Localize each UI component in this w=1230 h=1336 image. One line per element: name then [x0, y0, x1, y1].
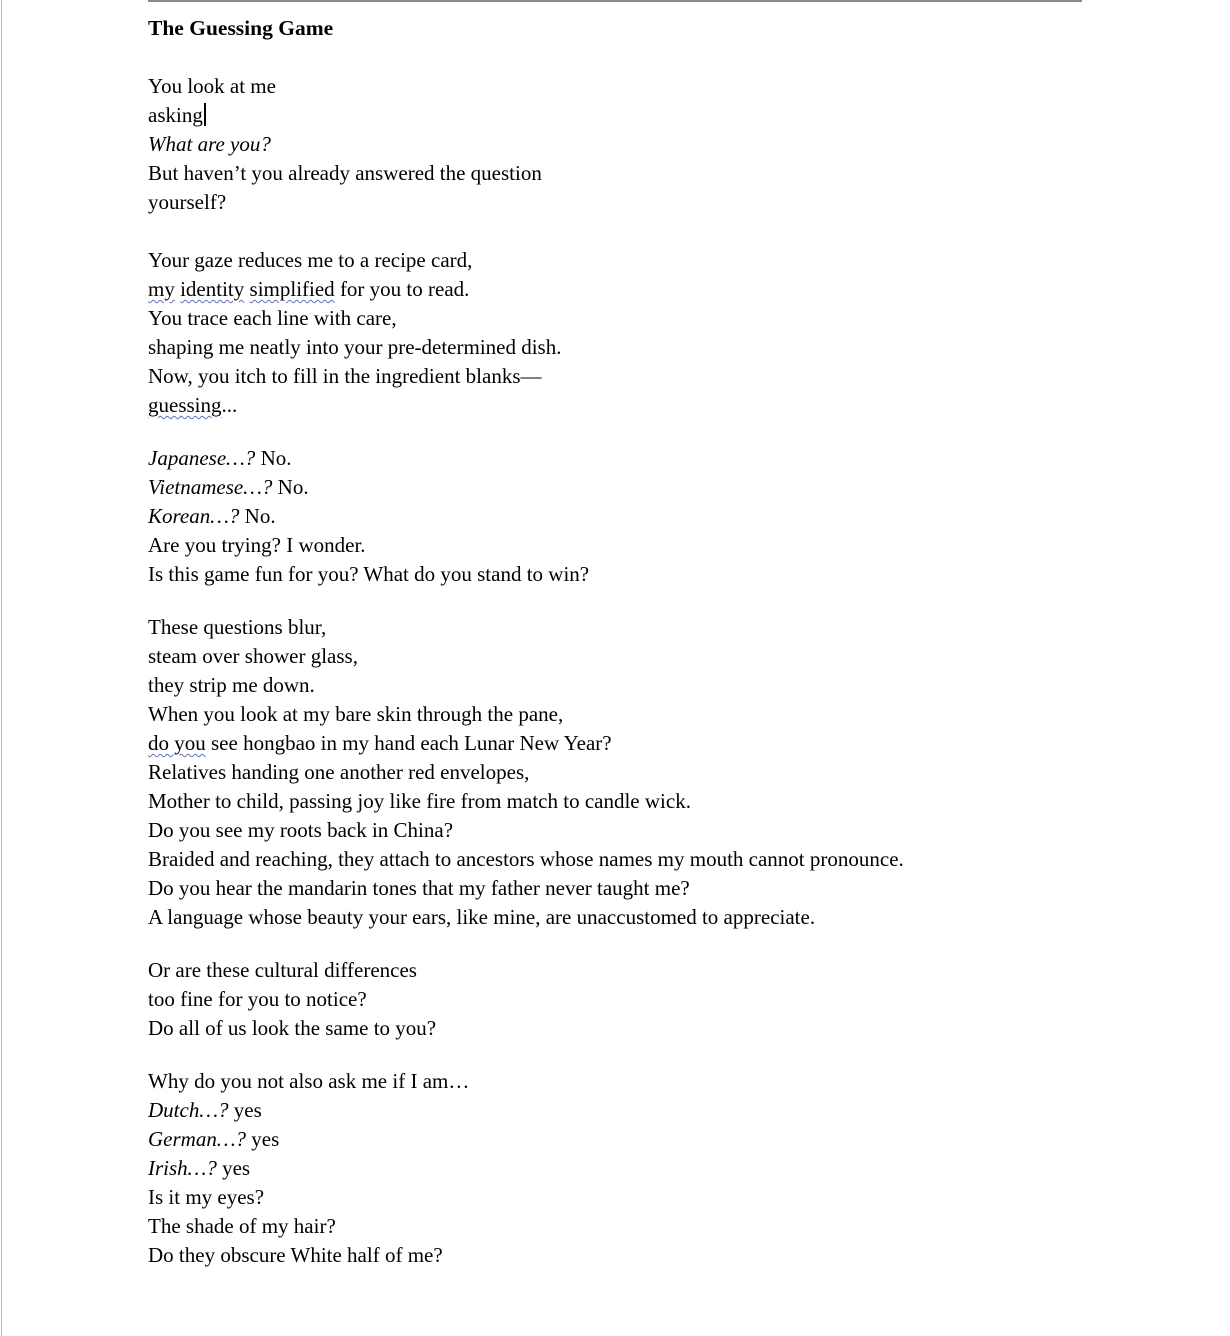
italic-guess: Dutch…?	[148, 1098, 229, 1122]
poem-line: shaping me neatly into your pre-determined dish.	[148, 335, 562, 359]
poem-line: Or are these cultural differences	[148, 958, 417, 982]
poem-line: But haven’t you already answered the question	[148, 161, 542, 185]
poem-line	[148, 1154, 1108, 1183]
poem-line	[148, 473, 1108, 502]
poem-line-text: No.	[255, 446, 292, 470]
poem-line: too fine for you to notice?	[148, 987, 367, 1011]
blank-line	[148, 43, 1108, 72]
poem-line: steam over shower glass,	[148, 644, 358, 668]
poem-line: When you look at my bare skin through the pane,	[148, 702, 564, 726]
poem-line: yourself?	[148, 190, 227, 214]
text-cursor	[204, 103, 206, 126]
poem-line: Is it my eyes?	[148, 1185, 265, 1209]
poem-line	[148, 444, 1108, 473]
stanza-3	[148, 444, 1108, 589]
poem-line-text: No.	[239, 504, 276, 528]
poem-line: Now, you itch to fill in the ingredient blanks—	[148, 364, 542, 388]
blank-line	[148, 420, 1108, 444]
poem-line: Your gaze reduces me to a recipe card,	[148, 248, 473, 272]
stanza-6	[148, 1067, 1108, 1270]
poem-line	[148, 1125, 1108, 1154]
italic-guess: Korean…?	[148, 504, 240, 528]
poem-line-text: for you to read.	[334, 277, 470, 301]
poem-line: Do you see my roots back in China?	[148, 818, 454, 842]
blank-line	[148, 589, 1108, 613]
grammar-flagged-word[interactable]: simplified	[249, 277, 335, 301]
italic-guess: Japanese…?	[148, 446, 256, 470]
page-top-rule	[148, 0, 1082, 2]
stanza-1	[148, 72, 1108, 217]
poem-line	[148, 1096, 1108, 1125]
poem-line-text: asking	[148, 103, 203, 127]
poem-line-text: No.	[272, 475, 309, 499]
poem-line: Is this game fun for you? What do you stand to win?	[148, 562, 590, 586]
stanza-5	[148, 956, 1108, 1043]
grammar-flagged-word[interactable]: guessing	[148, 393, 222, 417]
poem-line: Do they obscure White half of me?	[148, 1243, 443, 1267]
grammar-flagged-word[interactable]: my	[148, 277, 175, 301]
grammar-flagged-word[interactable]: do you	[148, 731, 206, 755]
blank-line	[148, 1043, 1108, 1067]
poem-line: The shade of my hair?	[148, 1214, 336, 1238]
poem-line: Relatives handing one another red envelopes,	[148, 760, 530, 784]
poem-line: Mother to child, passing joy like fire from match to candle wick.	[148, 789, 691, 813]
italic-guess: Irish…?	[148, 1156, 217, 1180]
poem-line-text: ...	[221, 393, 238, 417]
poem-line	[148, 275, 1108, 304]
stanza-2	[148, 246, 1108, 420]
grammar-flagged-word[interactable]: identity	[180, 277, 245, 301]
poem-title: The Guessing Game	[148, 16, 334, 40]
blank-line	[148, 932, 1108, 956]
blank-line	[148, 217, 1108, 246]
poem-line-text: yes	[228, 1098, 262, 1122]
italic-guess: German…?	[148, 1127, 246, 1151]
poem-line: they strip me down.	[148, 673, 315, 697]
poem-line	[148, 729, 1108, 758]
page-left-edge	[1, 0, 2, 1336]
poem-line-text: yes	[216, 1156, 251, 1180]
poem-line: A language whose beauty your ears, like mine, are unaccustomed to appreciate.	[148, 905, 816, 929]
poem-line-text: yes	[246, 1127, 280, 1151]
italic-guess: Vietnamese…?	[148, 475, 273, 499]
poem-line: Do you hear the mandarin tones that my father never taught me?	[148, 876, 690, 900]
poem-line: You trace each line with care,	[148, 306, 397, 330]
document-body[interactable]	[148, 14, 1108, 1270]
poem-line: Braided and reaching, they attach to ancestors whose names my mouth cannot pronounce.	[148, 847, 904, 871]
poem-line: Are you trying? I wonder.	[148, 533, 366, 557]
poem-line: These questions blur,	[148, 615, 327, 639]
poem-line: What are you?	[148, 132, 271, 156]
poem-line-with-cursor[interactable]	[148, 101, 1108, 130]
poem-line-text: see hongbao in my hand each Lunar New Year?	[205, 731, 612, 755]
poem-line	[148, 391, 1108, 420]
poem-line	[148, 502, 1108, 531]
poem-line: You look at me	[148, 74, 276, 98]
poem-line: Why do you not also ask me if I am…	[148, 1069, 470, 1093]
stanza-4	[148, 613, 1108, 932]
poem-line: Do all of us look the same to you?	[148, 1016, 437, 1040]
